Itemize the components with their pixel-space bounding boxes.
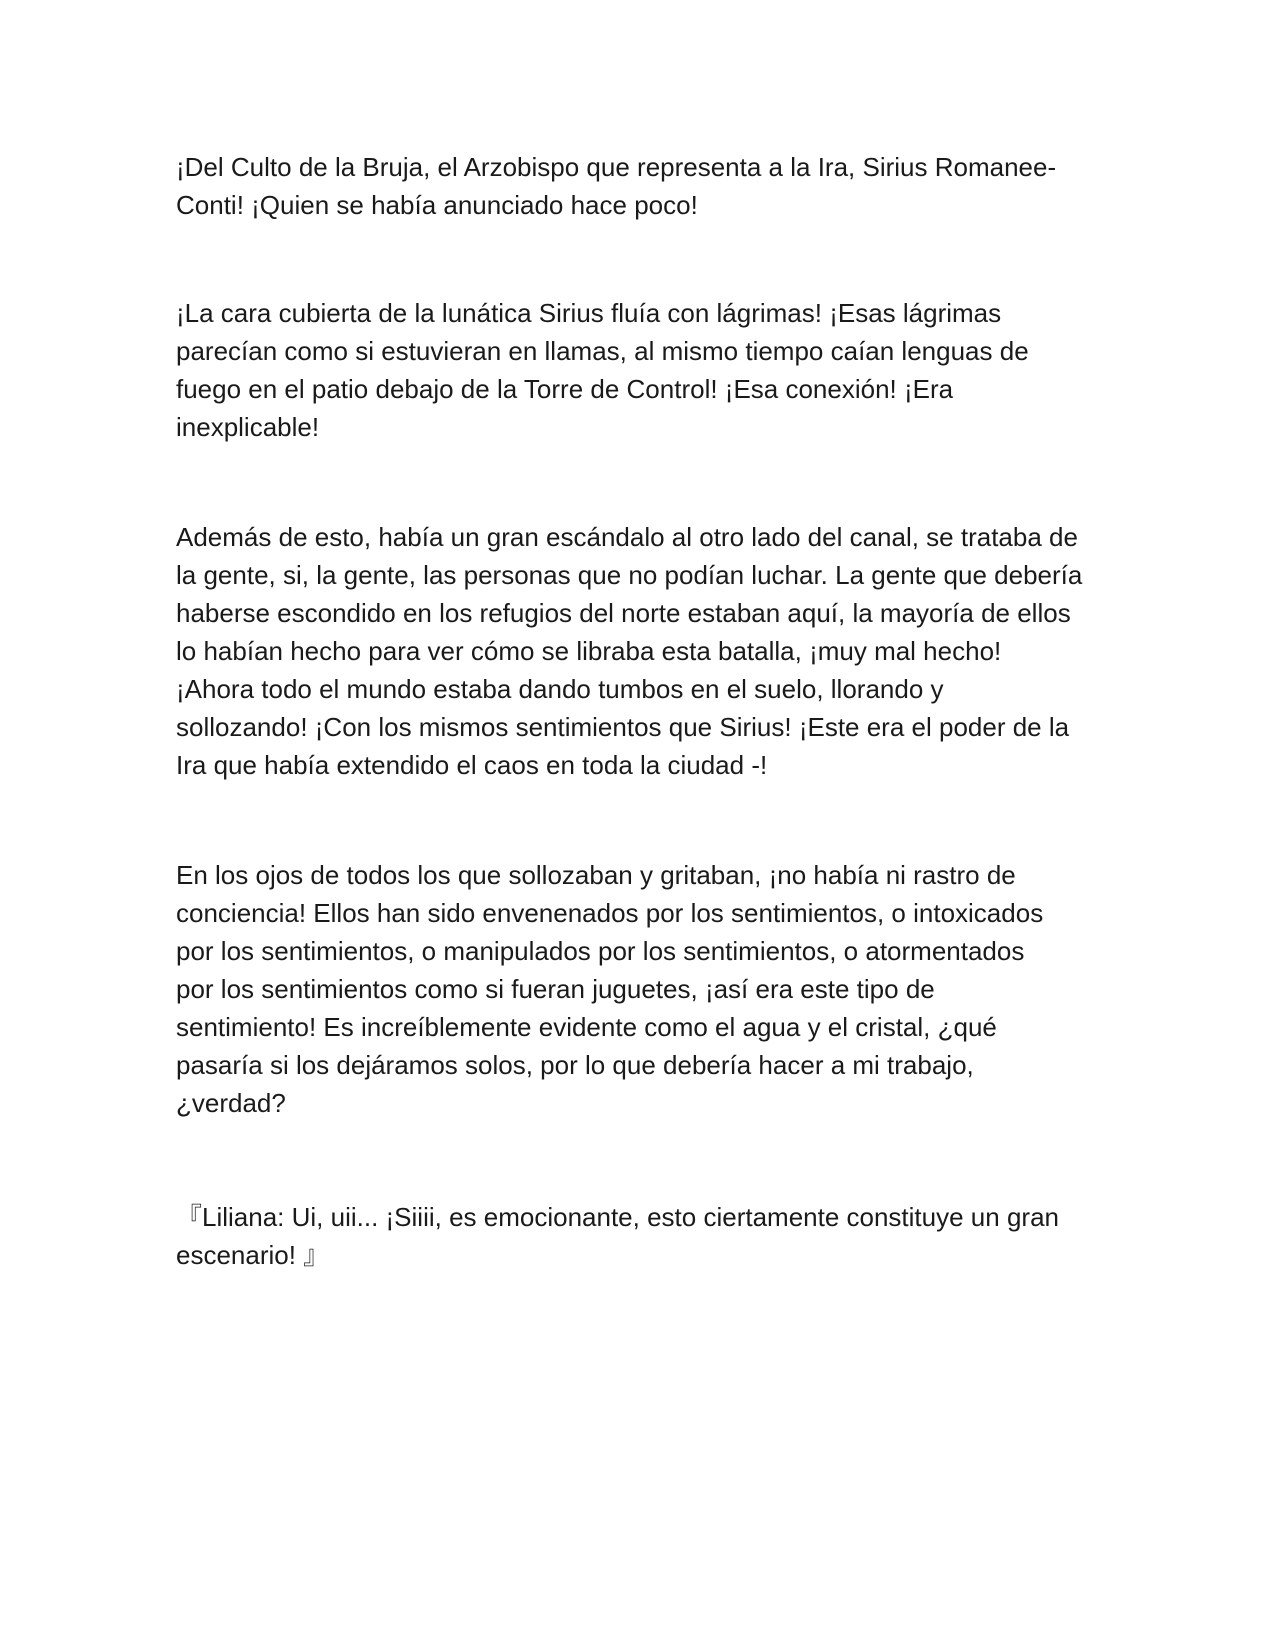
text-line: escenario! 』: [176, 1240, 330, 1270]
text-line: la gente, si, la gente, las personas que no podían luchar. La gente que debería: [176, 560, 1083, 590]
text-line: Conti! ¡Quien se había anunciado hace poco!: [176, 190, 698, 220]
text-line: conciencia! Ellos han sido envenenados por los sentimientos, o intoxicados: [176, 898, 1044, 928]
text-line: En los ojos de todos los que sollozaban y gritaban, ¡no había ni rastro de: [176, 860, 1016, 890]
paragraph-2: [176, 294, 1106, 446]
text-line: sollozando! ¡Con los mismos sentimientos que Sirius! ¡Este era el poder de la: [176, 712, 1070, 742]
text-line: pasaría si los dejáramos solos, por lo que debería hacer a mi trabajo,: [176, 1050, 974, 1080]
text-line: inexplicable!: [176, 412, 320, 442]
text-line: lo habían hecho para ver cómo se libraba esta batalla, ¡muy mal hecho!: [176, 636, 1002, 666]
text-line: Además de esto, había un gran escándalo al otro lado del canal, se trataba de: [176, 522, 1078, 552]
text-line: ¡La cara cubierta de la lunática Sirius fluía con lágrimas! ¡Esas lágrimas: [176, 298, 1002, 328]
text-line: 『Liliana: Ui, uii... ¡Siiii, es emocionante, esto ciertamente constituye un gran: [176, 1202, 1059, 1232]
paragraph-5: [176, 1198, 1106, 1274]
text-line: haberse escondido en los refugios del norte estaban aquí, la mayoría de ellos: [176, 598, 1071, 628]
text-line: por los sentimientos como si fueran juguetes, ¡así era este tipo de: [176, 974, 935, 1004]
text-line: fuego en el patio debajo de la Torre de Control! ¡Esa conexión! ¡Era: [176, 374, 954, 404]
paragraph-4: [176, 856, 1106, 1122]
text-line: ¿verdad?: [176, 1088, 286, 1118]
text-line: parecían como si estuvieran en llamas, al mismo tiempo caían lenguas de: [176, 336, 1029, 366]
text-line: ¡Del Culto de la Bruja, el Arzobispo que representa a la Ira, Sirius Romanee-: [176, 152, 1057, 182]
text-line: Ira que había extendido el caos en toda la ciudad -!: [176, 750, 768, 780]
text-line: por los sentimientos, o manipulados por los sentimientos, o atormentados: [176, 936, 1025, 966]
text-line: ¡Ahora todo el mundo estaba dando tumbos en el suelo, llorando y: [176, 674, 944, 704]
paragraph-1: [176, 148, 1106, 224]
paragraph-3: [176, 518, 1106, 784]
text-line: sentimiento! Es increíblemente evidente como el agua y el cristal, ¿qué: [176, 1012, 997, 1042]
